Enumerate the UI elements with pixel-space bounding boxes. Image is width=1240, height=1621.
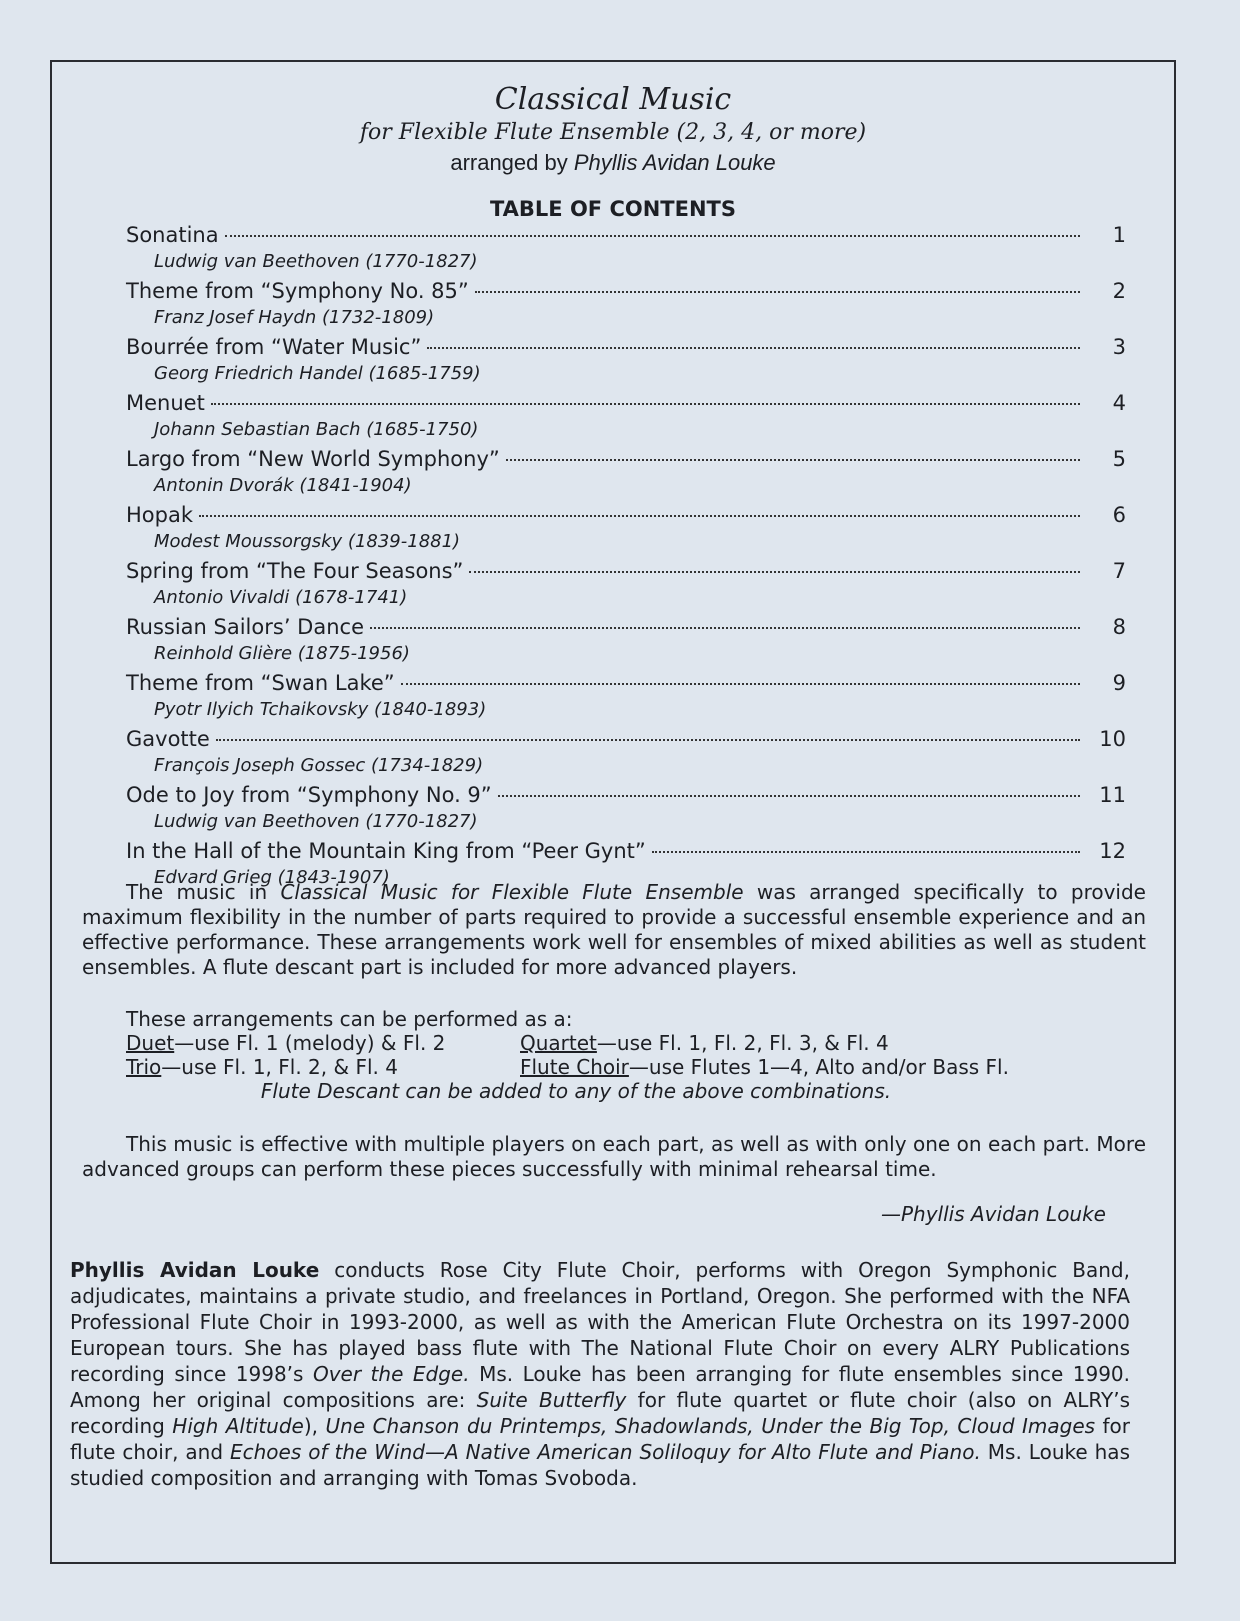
- toc-leader-dots: [498, 795, 1080, 797]
- toc-page-number: 7: [1112, 559, 1126, 583]
- toc-page-number: 8: [1112, 615, 1126, 639]
- toc-entry: [126, 388, 1126, 444]
- bio-text: conducts Rose City Flute Choir, performs with Oregon Symphonic Band, adjudicates, maintains a private studio, and freelances in Portland, Oregon. She performed with the NFA Professional Flute Choir in 1993-2000, as well as with the American Flute Orchestra on its 1997-2000 European tours. She has played bass flute with The National Flute Choir on every ALRY Publications recording since 1998’s: [70, 1258, 1130, 1386]
- toc-piece-title: In the Hall of the Mountain King from “Peer Gynt”: [126, 839, 646, 863]
- toc-leader-dots: [427, 347, 1080, 349]
- bio-title: Une Chanson du Printemps, Shadowlands, Under the Big Top, Cloud Images: [325, 1414, 1096, 1438]
- bio-title: Suite Butterfly: [476, 1388, 627, 1412]
- toc-composer: Georg Friedrich Handel (1685-1759): [154, 363, 481, 384]
- toc-composer: Antonin Dvorák (1841-1904): [154, 475, 412, 496]
- toc-piece-title: Sonatina: [126, 223, 219, 247]
- duet-option: [126, 1031, 520, 1055]
- toc-line: [126, 836, 1126, 866]
- signature: —Phyllis Avidan Louke: [880, 1202, 1106, 1226]
- quartet-text: —use Fl. 1, Fl. 2, Fl. 3, & Fl. 4: [596, 1031, 889, 1055]
- bio-title: Over the Edge.: [312, 1362, 470, 1386]
- multi-players-paragraph: This music is effective with multiple players on each part, as well as with only one on each part. More advanced groups can perform these pieces successfully with minimal rehearsal time.: [82, 1132, 1146, 1181]
- toc-leader-dots: [506, 459, 1080, 461]
- toc-line: [126, 556, 1126, 586]
- toc-composer: Edvard Grieg (1843-1907): [154, 867, 390, 888]
- toc-composer: François Joseph Gossec (1734-1829): [154, 755, 484, 776]
- page-frame: [50, 60, 1176, 1564]
- toc-composer: Antonio Vivaldi (1678-1741): [154, 587, 408, 608]
- toc-page-number: 5: [1112, 447, 1126, 471]
- toc-composer: Pyotr Ilyich Tchaikovsky (1840-1893): [154, 699, 487, 720]
- toc-composer: Ludwig van Beethoven (1770-1827): [154, 811, 478, 832]
- toc-line: [126, 332, 1126, 362]
- toc-leader-dots: [652, 851, 1080, 853]
- toc-leader-dots: [199, 515, 1080, 517]
- toc-line: [126, 668, 1126, 698]
- toc-page-number: 11: [1099, 783, 1126, 807]
- combinations-lead: These arrangements can be performed as a:: [126, 1007, 573, 1031]
- intro-part1: The music in: [126, 880, 281, 904]
- trio-option: [126, 1055, 520, 1079]
- toc-entry: [126, 332, 1126, 388]
- arranger-line: [52, 150, 1174, 176]
- book-title: Classical Music: [494, 82, 732, 117]
- quartet-option: [520, 1031, 889, 1055]
- toc-entry: [126, 612, 1126, 668]
- toc-entry: [126, 724, 1126, 780]
- toc-piece-title: Spring from “The Four Seasons”: [126, 559, 464, 583]
- bio-title: High Altitude: [172, 1414, 304, 1438]
- toc-entry: [126, 556, 1126, 612]
- toc-entry: [126, 220, 1126, 276]
- bio-text: for flute quartet or flute choir (also on ALRY’s recording: [70, 1388, 1130, 1438]
- toc-entry: [126, 444, 1126, 500]
- toc-entry: [126, 668, 1126, 724]
- arranged-by-prefix: arranged by: [450, 150, 568, 175]
- toc-line: [126, 276, 1126, 306]
- toc-leader-dots: [216, 739, 1080, 741]
- toc-piece-title: Menuet: [126, 391, 205, 415]
- bio-text: Ms. Louke has been arranging for flute ensembles since 1990. Among her original compositions are:: [70, 1362, 1131, 1412]
- bio-text: for flute choir, and: [70, 1414, 1131, 1464]
- quartet-label: Quartet: [520, 1031, 597, 1055]
- combo-row: [126, 1055, 1126, 1079]
- toc-piece-title: Bourrée from “Water Music”: [126, 335, 422, 359]
- toc-page-number: 10: [1099, 727, 1126, 751]
- toc-leader-dots: [475, 291, 1080, 293]
- biography-paragraph: [70, 1257, 1130, 1491]
- toc-page-number: 6: [1112, 503, 1126, 527]
- toc-composer: Reinhold Glière (1875-1956): [154, 643, 410, 664]
- toc-page-number: 1: [1112, 223, 1126, 247]
- toc-entry: [126, 500, 1126, 556]
- toc-piece-title: Ode to Joy from “Symphony No. 9”: [126, 783, 492, 807]
- toc-piece-title: Theme from “Swan Lake”: [126, 671, 395, 695]
- bio-name: Phyllis Avidan Louke: [70, 1258, 320, 1282]
- table-of-contents: [126, 220, 1126, 892]
- performance-combinations: [126, 1007, 1126, 1103]
- toc-page-number: 4: [1112, 391, 1126, 415]
- toc-composer: Franz Josef Haydn (1732-1809): [154, 307, 435, 328]
- toc-piece-title: Hopak: [126, 503, 193, 527]
- toc-line: [126, 500, 1126, 530]
- toc-leader-dots: [469, 571, 1080, 573]
- trio-text: —use Fl. 1, Fl. 2, & Fl. 4: [161, 1055, 398, 1079]
- trio-label: Trio: [126, 1055, 162, 1079]
- toc-leader-dots: [401, 683, 1080, 685]
- toc-leader-dots: [370, 627, 1080, 629]
- combo-row: [126, 1031, 1126, 1055]
- toc-line: [126, 444, 1126, 474]
- descant-note: Flute Descant can be added to any of the above combinations.: [260, 1079, 892, 1103]
- toc-page-number: 12: [1099, 839, 1126, 863]
- toc-leader-dots: [225, 235, 1080, 237]
- bio-text: ),: [303, 1414, 326, 1438]
- toc-heading: TABLE OF CONTENTS: [489, 197, 737, 221]
- toc-composer: Modest Moussorgsky (1839-1881): [154, 531, 461, 552]
- choir-option: [520, 1055, 1009, 1079]
- intro-book-title: Classical Music for Flexible Flute Ensemble: [280, 880, 744, 904]
- toc-line: [126, 724, 1126, 754]
- toc-composer: Johann Sebastian Bach (1685-1750): [154, 419, 479, 440]
- toc-line: [126, 388, 1126, 418]
- toc-line: [126, 780, 1126, 810]
- duet-label: Duet: [126, 1031, 175, 1055]
- toc-entry: [126, 276, 1126, 332]
- intro-paragraph: [82, 880, 1146, 980]
- choir-text: —use Flutes 1—4, Alto and/or Bass Fl.: [628, 1055, 1009, 1079]
- toc-piece-title: Russian Sailors’ Dance: [126, 615, 364, 639]
- arranger-name: Phyllis Avidan Louke: [573, 150, 776, 175]
- toc-entry: [126, 780, 1126, 836]
- toc-page-number: 9: [1112, 671, 1126, 695]
- book-subtitle: for Flexible Flute Ensemble (2, 3, 4, or more): [359, 120, 867, 145]
- bio-title: Echoes of the Wind—A Native American Soliloquy for Alto Flute and Piano.: [230, 1440, 981, 1464]
- toc-page-number: 3: [1112, 335, 1126, 359]
- toc-piece-title: Largo from “New World Symphony”: [126, 447, 500, 471]
- bio-text: Ms. Louke has studied composition and arranging with Tomas Svoboda.: [70, 1440, 1130, 1490]
- toc-piece-title: Theme from “Symphony No. 85”: [126, 279, 469, 303]
- toc-page-number: 2: [1112, 279, 1126, 303]
- toc-line: [126, 220, 1126, 250]
- toc-piece-title: Gavotte: [126, 727, 210, 751]
- toc-composer: Ludwig van Beethoven (1770-1827): [154, 251, 478, 272]
- toc-leader-dots: [211, 403, 1080, 405]
- intro-part2: was arranged specifically to provide maximum flexibility in the number of parts required to provide a successful ensemble experience and an effective performance. These arrangements work well for ensembles of mixed abilities as well as student ensembles. A flute descant part is included for more advanced players.: [82, 880, 1146, 979]
- toc-line: [126, 612, 1126, 642]
- choir-label: Flute Choir: [520, 1055, 629, 1079]
- duet-text: —use Fl. 1 (melody) & Fl. 2: [174, 1031, 446, 1055]
